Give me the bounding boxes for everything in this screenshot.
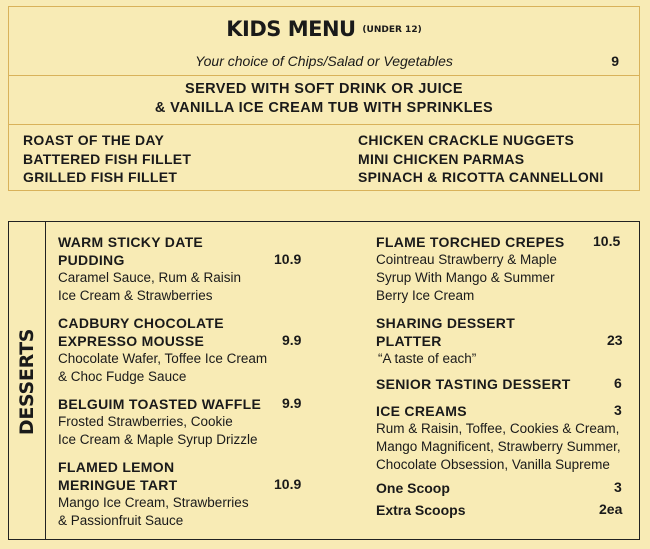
dessert-price: 10.9 xyxy=(274,476,302,492)
desserts-heading: DESSERTS xyxy=(16,328,38,436)
dessert-item-sticky-date xyxy=(58,233,241,305)
kids-menu-title xyxy=(9,17,639,41)
divider xyxy=(9,75,639,76)
dessert-name xyxy=(58,233,241,269)
dessert-name xyxy=(376,402,621,420)
dessert-name xyxy=(376,501,465,519)
dessert-name xyxy=(376,375,571,393)
dessert-description xyxy=(58,494,249,530)
kids-menu-age-note: (UNDER 12) xyxy=(362,25,422,35)
dessert-desc-line: Mango Ice Cream, Strawberries xyxy=(58,495,249,510)
dessert-price: 10.5 xyxy=(593,233,621,249)
dessert-item-waffle xyxy=(58,395,261,449)
dessert-name xyxy=(376,233,565,251)
dessert-price: 3 xyxy=(614,402,622,418)
dessert-name-line: One Scoop xyxy=(376,480,450,496)
dessert-description xyxy=(376,350,515,368)
dessert-name xyxy=(58,458,249,494)
dessert-item-ice-creams xyxy=(376,402,621,474)
desserts-panel xyxy=(8,221,640,540)
kids-item: BATTERED FISH FILLET xyxy=(23,150,192,167)
dessert-desc-line: Chocolate Wafer, Toffee Ice Cream xyxy=(58,351,268,366)
dessert-name-line: SHARING DESSERT xyxy=(376,315,516,331)
kids-menu-choice: Your choice of Chips/Salad or Vegetables xyxy=(195,53,453,69)
dessert-desc-line: Caramel Sauce, Rum & Raisin xyxy=(58,270,242,285)
kids-menu-title-text: KIDS MENU xyxy=(226,17,356,41)
dessert-name-line: PLATTER xyxy=(376,333,442,349)
dessert-item-senior-tasting xyxy=(376,375,571,393)
dessert-item-extra-scoops xyxy=(376,501,465,519)
dessert-description xyxy=(58,269,241,305)
dessert-name-line: WARM STICKY DATE xyxy=(58,234,204,250)
dessert-name-line: PUDDING xyxy=(58,252,125,268)
dessert-name-line: ICE CREAMS xyxy=(376,403,467,419)
dessert-desc-line: Frosted Strawberries, Cookie xyxy=(58,414,233,429)
served-line-1: SERVED WITH SOFT DRINK OR JUICE xyxy=(185,81,463,97)
dessert-name-line: FLAME TORCHED CREPES xyxy=(376,234,565,250)
dessert-item-sharing-platter xyxy=(376,314,515,368)
dessert-name-line: SENIOR TASTING DESSERT xyxy=(376,376,571,392)
dessert-item-lemon-tart xyxy=(58,458,249,530)
dessert-desc-line: & Passionfruit Sauce xyxy=(58,513,184,528)
dessert-name xyxy=(58,395,261,413)
dessert-description xyxy=(376,420,621,474)
dessert-desc-line: Rum & Raisin, Toffee, Cookies & Cream, xyxy=(376,421,620,436)
kids-items-left xyxy=(23,131,191,187)
dessert-desc-line: Berry Ice Cream xyxy=(376,288,475,303)
dessert-description xyxy=(376,251,565,305)
dessert-name-line: BELGUIM TOASTED WAFFLE xyxy=(58,396,262,412)
dessert-name-line: MERINGUE TART xyxy=(58,477,178,493)
dessert-desc-line: Ice Cream & Strawberries xyxy=(58,288,213,303)
served-line-2: & VANILLA ICE CREAM TUB WITH SPRINKLES xyxy=(154,100,494,116)
dessert-item-crepes xyxy=(376,233,565,305)
dessert-name xyxy=(376,314,515,350)
kids-item: CHICKEN CRACKLE NUGGETS xyxy=(358,132,575,148)
kids-item: SPINACH & RICOTTA CANNELLONI xyxy=(358,169,604,185)
kids-item: MINI CHICKEN PARMAS xyxy=(358,150,525,167)
dessert-price: 6 xyxy=(614,375,622,391)
dessert-description xyxy=(58,413,261,449)
dessert-price: 10.9 xyxy=(274,251,302,267)
kids-menu-served-with xyxy=(9,80,639,118)
dessert-price: 9.9 xyxy=(282,395,302,411)
kids-items-right xyxy=(358,131,604,187)
dessert-desc-line: Ice Cream & Maple Syrup Drizzle xyxy=(58,432,258,447)
dessert-price: 23 xyxy=(607,332,623,348)
dessert-desc-line: & Choc Fudge Sauce xyxy=(58,369,187,384)
kids-item: GRILLED FISH FILLET xyxy=(23,169,178,185)
dessert-price: 2ea xyxy=(599,501,623,517)
dessert-name-line: CADBURY CHOCOLATE xyxy=(58,315,224,331)
dessert-item-one-scoop xyxy=(376,479,450,497)
dessert-description xyxy=(58,350,267,386)
dessert-name-line: Extra Scoops xyxy=(376,502,466,518)
dessert-name-line: FLAMED LEMON xyxy=(58,459,175,475)
desserts-sidebar xyxy=(9,222,46,539)
dessert-desc-line: Chocolate Obsession, Vanilla Supreme xyxy=(376,457,610,472)
dessert-desc-line: Mango Magnificent, Strawberry Summer, xyxy=(376,439,621,454)
kids-menu-price: 9 xyxy=(611,53,619,69)
dessert-desc-line: Syrup With Mango & Summer xyxy=(376,270,555,285)
kids-menu-panel xyxy=(8,6,640,191)
dessert-desc-line: Cointreau Strawberry & Maple xyxy=(376,252,557,267)
dessert-name-line: EXPRESSO MOUSSE xyxy=(58,333,205,349)
dessert-price: 9.9 xyxy=(282,332,302,348)
kids-item: ROAST OF THE DAY xyxy=(23,132,165,148)
dessert-name xyxy=(376,479,450,497)
dessert-item-mousse xyxy=(58,314,267,386)
dessert-price: 3 xyxy=(614,479,622,495)
dessert-name xyxy=(58,314,267,350)
divider xyxy=(9,124,639,125)
dessert-desc-line: “A taste of each” xyxy=(378,351,477,366)
